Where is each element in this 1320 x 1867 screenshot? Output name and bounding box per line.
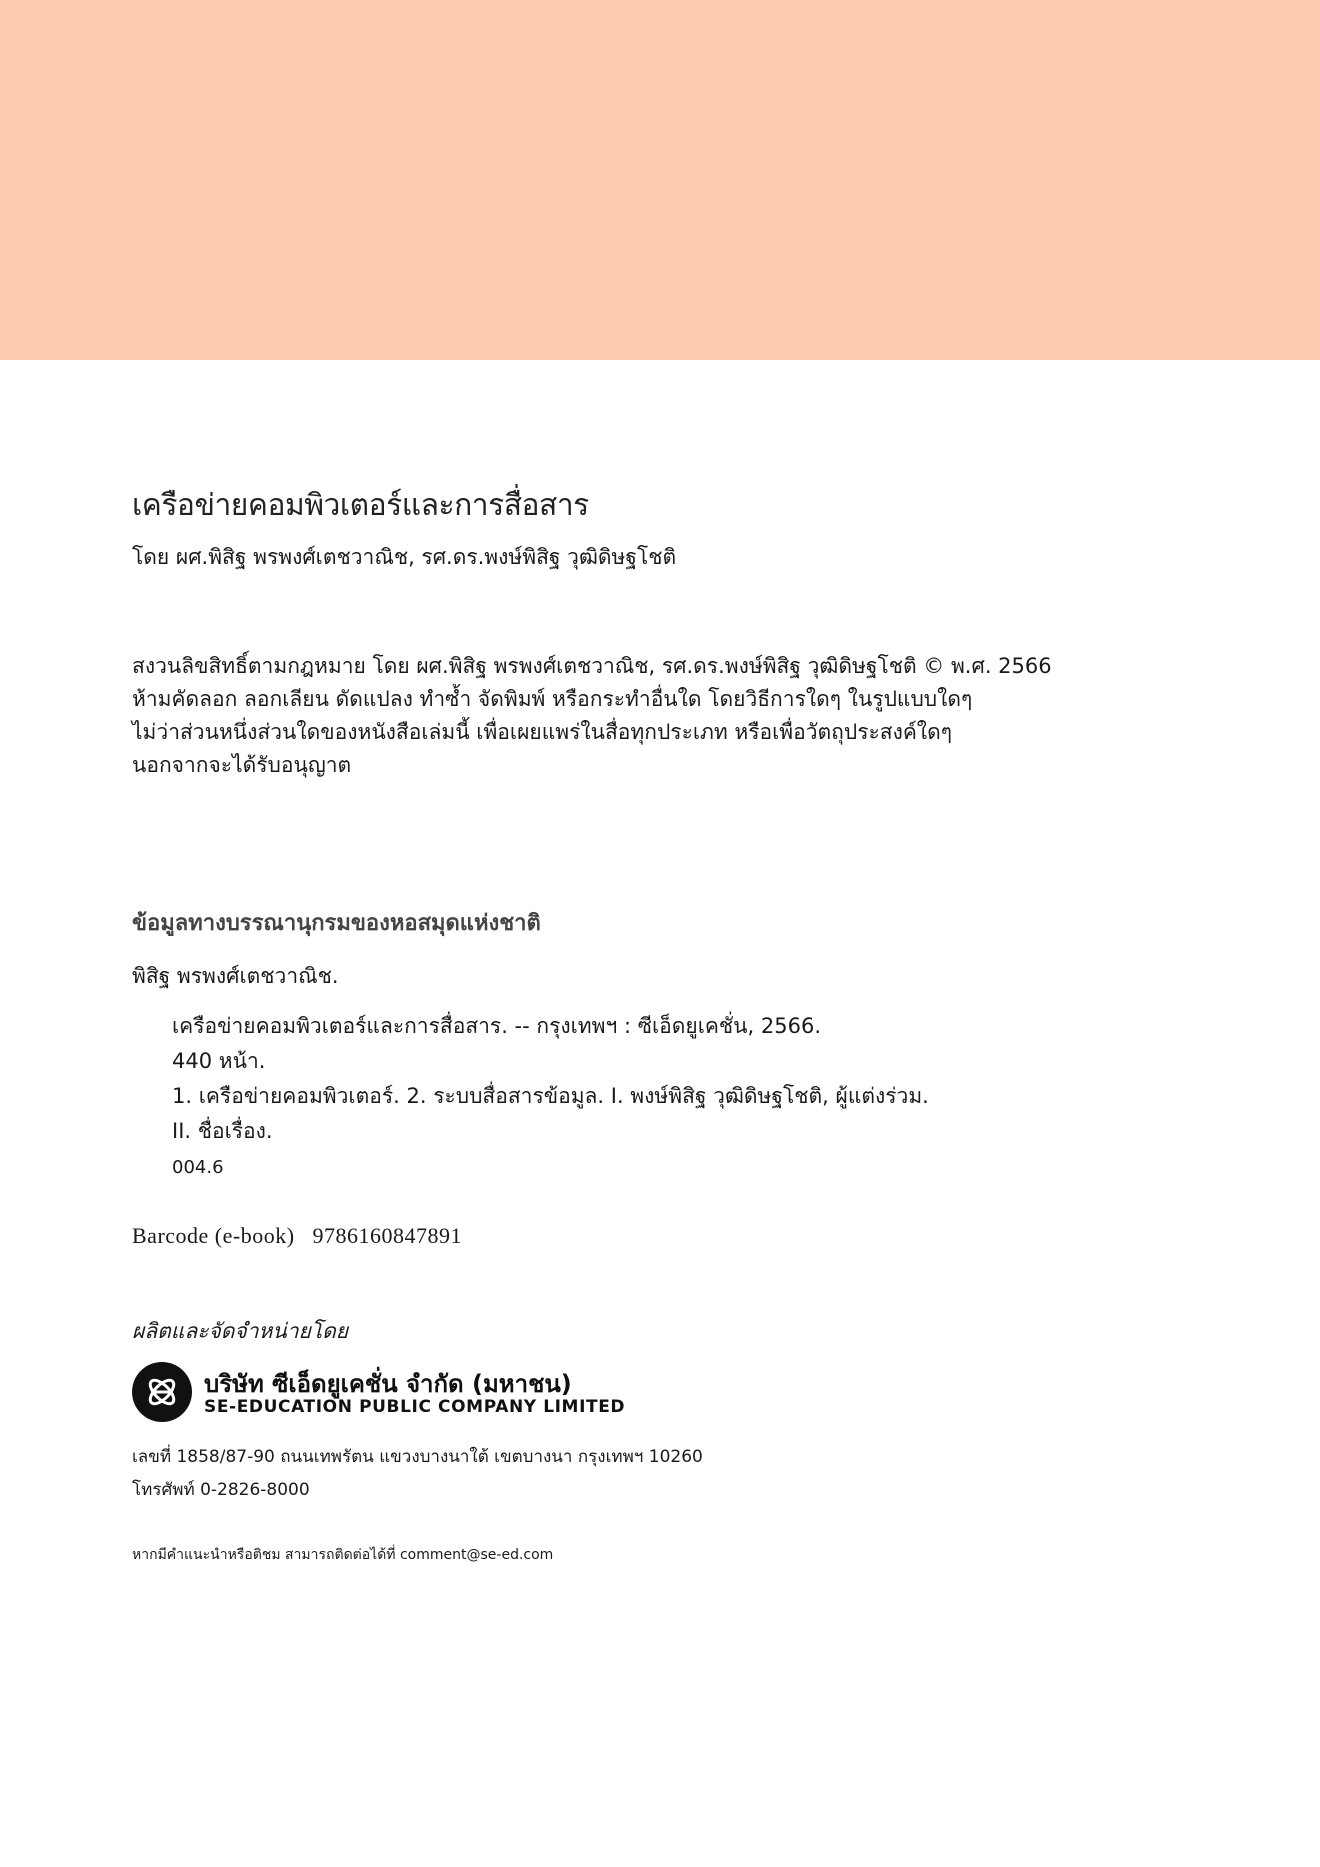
cip-classification: 004.6 [172, 1157, 224, 1178]
cip-line: 1. เครือข่ายคอมพิวเตอร์. 2. ระบบสื่อสารข้อมูล. I. พงษ์พิสิฐ วุฒิดิษฐโชติ, ผู้แต่งร่วม. [172, 1084, 929, 1108]
cip-line: 440 หน้า. [172, 1049, 266, 1073]
feedback-contact: หากมีคำแนะนำหรือติชม สามารถติดต่อได้ที่ comment@se-ed.com [132, 1547, 554, 1563]
cip-line: II. ชื่อเรื่อง. [172, 1119, 273, 1143]
book-title: เครือข่ายคอมพิวเตอร์และการสื่อสาร [132, 488, 589, 523]
book-authors: โดย ผศ.พิสิฐ พรพงศ์เตชวาณิช, รศ.ดร.พงษ์พิสิฐ วุฒิดิษฐโชติ [132, 545, 677, 569]
se-ed-logo-icon [132, 1362, 192, 1422]
copyright-line: สงวนลิขสิทธิ์ตามกฎหมาย โดย ผศ.พิสิฐ พรพงศ์เตชวาณิช, รศ.ดร.พงษ์พิสิฐ วุฒิดิษฐโชติ © พ.ศ. 2566 [132, 654, 1052, 678]
cip-line: เครือข่ายคอมพิวเตอร์และการสื่อสาร. -- กรุงเทพฯ : ซีเอ็ดยูเคชั่น, 2566. [172, 1014, 822, 1038]
barcode-label: Barcode (e-book) [132, 1223, 295, 1248]
publisher-address: เลขที่ 1858/87-90 ถนนเทพรัตน แขวงบางนาใต้ เขตบางนา กรุงเทพฯ 10260 [132, 1447, 703, 1467]
publisher-address-block [132, 1441, 703, 1507]
barcode-line [132, 1223, 462, 1249]
barcode-number: 9786160847891 [312, 1223, 463, 1248]
copyright-line: นอกจากจะได้รับอนุญาต [132, 753, 352, 777]
publisher-phone: โทรศัพท์ 0-2826-8000 [132, 1480, 310, 1500]
produced-by-label: ผลิตและจัดจำหน่ายโดย [132, 1319, 349, 1343]
cip-author: พิสิฐ พรพงศ์เตชวาณิช. [132, 964, 339, 988]
copyright-line: ห้ามคัดลอก ลอกเลียน ดัดแปลง ทำซ้ำ จัดพิมพ์ หรือกระทำอื่นใด โดยวิธีการใดๆ ในรูปแบบใดๆ [132, 687, 973, 711]
top-color-band [0, 0, 1320, 360]
copyright-notice [132, 650, 1052, 782]
cip-entry [172, 1009, 929, 1149]
publisher-name-english: SE-EDUCATION PUBLIC COMPANY LIMITED [204, 1397, 626, 1417]
copyright-line: ไม่ว่าส่วนหนึ่งส่วนใดของหนังสือเล่มนี้ เพื่อเผยแพร่ในสื่อทุกประเภท หรือเพื่อวัตถุประสงค์ใดๆ [132, 720, 953, 744]
cip-heading: ข้อมูลทางบรรณานุกรมของหอสมุดแห่งชาติ [132, 911, 541, 936]
publisher-name-thai: บริษัท ซีเอ็ดยูเคชั่น จำกัด (มหาชน) [204, 1370, 572, 1398]
